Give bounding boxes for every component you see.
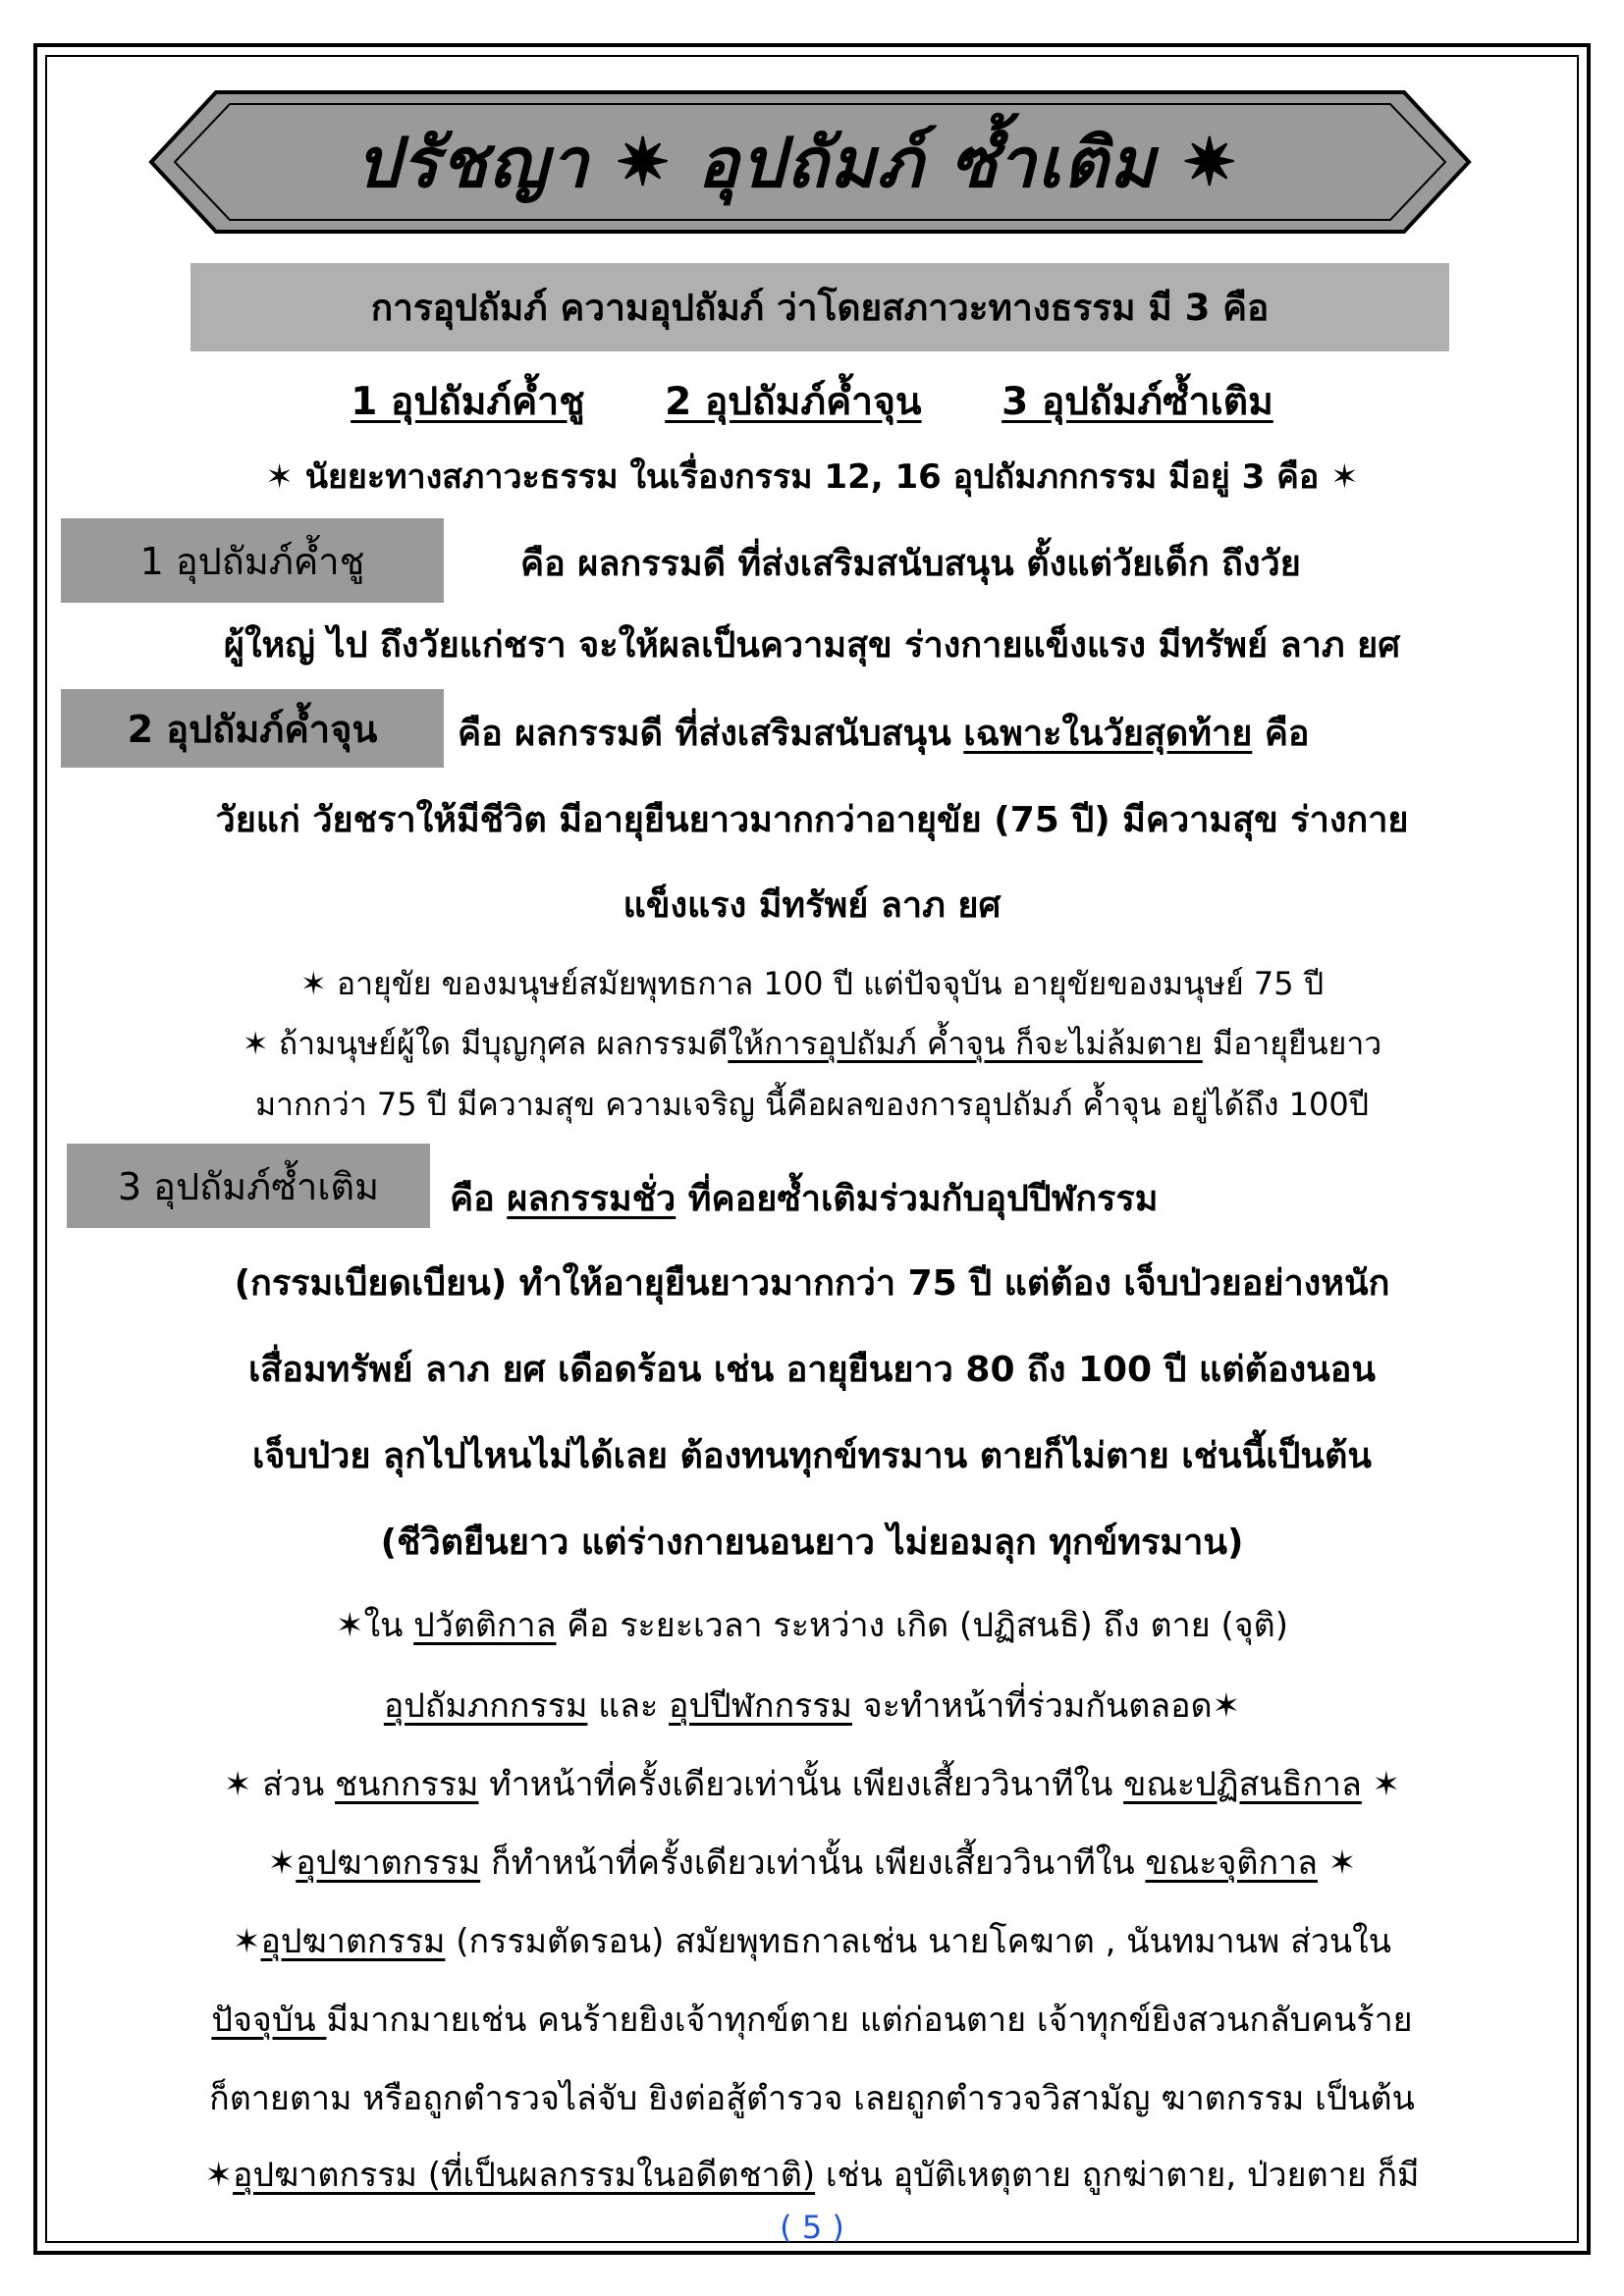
star-icon: ✷ [1182, 124, 1239, 200]
section-3-line-4: เจ็บป่วย ลุกไปไหนไม่ได้เลย ต้องทนทุกข์ทรมาน ตายก็ไม่ตาย เช่นนี้เป็นต้น [252, 1436, 1372, 1476]
section-2-heading [61, 689, 444, 768]
p4-text: ✶ [1317, 1843, 1357, 1883]
section-1-line-1: คือ ผลกรรมดี ที่ส่งเสริมสนับสนุน ตั้งแต่วัยเด็ก ถึงวัย [520, 544, 1301, 584]
p4-text: ก็ทำหน้าที่ครั้งเดียวเท่านั้น เพียงเสี้ยววินาทีใน [480, 1843, 1146, 1883]
note-1: ✶ อายุขัย ของมนุษย์สมัยพุทธกาล 100 ปี แต่ปัจจุบัน อายุขัยของมนุษย์ 75 ปี [299, 965, 1325, 1002]
paragraph-5 [59, 1914, 1565, 1967]
paragraph-6 [59, 1993, 1565, 2046]
p6-emphasis: ปัจจุบัน [211, 2001, 327, 2040]
p3-text: ทำหน้าที่ครั้งเดียวเท่านั้น เพียงเสี้ยววินาทีใน [478, 1765, 1124, 1804]
p8-text: เช่น อุบัติเหตุตาย ถูกฆ่าตาย, ป่วยตาย ก็มี [815, 2156, 1420, 2195]
section-3-emphasis: ผลกรรมชั่ว [507, 1179, 677, 1219]
paragraph-8 [59, 2148, 1565, 2201]
section-2-line-3: แข็งแรง มีทรัพย์ ลาภ ยศ [623, 885, 1001, 926]
section-3-text: คือ [450, 1179, 508, 1219]
section-3-line-5: (ชีวิตยืนยาว แต่ร่างกายนอนยาว ไม่ยอมลุก ทุกข์ทรมาน) [380, 1522, 1244, 1563]
paragraph-4 [59, 1836, 1565, 1889]
p5-text: ✶ [233, 1922, 261, 1961]
section-2-heading-text: 2 อุปถัมภ์ค้ำจุน [127, 707, 378, 751]
p2-text: จะทำหน้าที่ร่วมกันตลอด✶ [851, 1686, 1241, 1726]
p3-text: ✶ [1361, 1765, 1401, 1804]
note-2-text: มีอายุยืนยาว [1202, 1025, 1382, 1062]
p3-emphasis: ชนกกรรม [335, 1765, 479, 1804]
section-3-line-2: (กรรมเบียดเบียน) ทำให้อายุยืนยาวมากกว่า 75 ปี แต่ต้อง เจ็บป่วยอย่างหนัก [234, 1263, 1390, 1304]
title-left: ปรัชญา [355, 121, 590, 203]
p3-text: ✶ ส่วน [223, 1765, 336, 1804]
type-item: 3 อุปถัมภ์ซ้ำเติม [1001, 380, 1273, 424]
p3-emphasis: ขณะปฏิสนธิกาล [1123, 1765, 1362, 1804]
section-1-line-2: ผู้ใหญ่ ไป ถึงวัยแก่ชรา จะให้ผลเป็นความสุข ร่างกายแข็งแรง มีทรัพย์ ลาภ ยศ [223, 625, 1401, 666]
title-banner [147, 88, 1473, 236]
section-3-line-3: เสื่อมทรัพย์ ลาภ ยศ เดือดร้อน เช่น อายุยืนยาว 80 ถึง 100 ปี แต่ต้องนอน [247, 1350, 1377, 1390]
p2-emphasis: อุปปีฬกกรรม [669, 1686, 852, 1726]
p5-emphasis: อุปฆาตกรรม [260, 1922, 446, 1961]
p6-text: มีมากมายเช่น คนร้ายยิงเจ้าทุกข์ตาย แต่ก่อนตาย เจ้าทุกข์ยิงสวนกลับคนร้าย [326, 2001, 1413, 2040]
p2-emphasis: อุปถัมภกกรรม [383, 1686, 588, 1726]
section-2-line-2: วัยแก่ วัยชราให้มีชีวิต มีอายุยืนยาวมากกว่าอายุขัย (75 ปี) มีความสุข ร่างกาย [215, 800, 1409, 840]
section-2-text: คือ [1252, 714, 1310, 754]
section-2-line-1 [458, 705, 1310, 761]
p8-emphasis: อุปฆาตกรรม (ที่เป็นผลกรรมในอดีตชาติ) [233, 2156, 816, 2195]
p4-emphasis: อุปฆาตกรรม [296, 1843, 481, 1883]
paragraph-2 [59, 1679, 1565, 1732]
section-3-text: ที่คอยซ้ำเติมร่วมกับอุปปีฬกรรม [676, 1179, 1159, 1219]
p1-text: ✶ใน [336, 1606, 414, 1645]
paragraph-1 [59, 1598, 1565, 1651]
intro-box: การอุปถัมภ์ ความอุปถัมภ์ ว่าโดยสภาวะทางธรรม มี 3 คือ [190, 263, 1449, 351]
p5-text: (กรรมตัดรอน) สมัยพุทธกาลเช่น นายโคฆาต , นันทมานพ ส่วนใน [445, 1922, 1391, 1961]
section-3-line-1 [450, 1170, 1158, 1226]
p1-text: คือ ระยะเวลา ระหว่าง เกิด (ปฏิสนธิ) ถึง ตาย (จุติ) [556, 1606, 1288, 1645]
p4-text: ✶ [267, 1843, 297, 1883]
p2-text: และ [587, 1686, 670, 1726]
section-2-emphasis: เฉพาะในวัยสุดท้าย [963, 714, 1253, 754]
type-item: 2 อุปถัมภ์ค้ำจุน [665, 380, 922, 424]
page-number: ( 5 ) [780, 2209, 844, 2246]
p1-emphasis: ปวัตติกาล [413, 1606, 557, 1645]
section-1-heading: 1 อุปถัมภ์ค้ำชู [61, 518, 444, 603]
note-3: มากกว่า 75 ปี มีความสุข ความเจริญ นี้คือผลของการอุปถัมภ์ ค้ำจุน อยู่ได้ถึง 100ปี [254, 1086, 1370, 1123]
title-right: อุปถัมภ์ ซ้ำเติม [697, 121, 1158, 203]
star-icon: ✷ [616, 124, 673, 200]
naya-line: ✶ นัยยะทางสภาวะธรรม ในเรื่องกรรม 12, 16 อุปถัมภกกรรม มีอยู่ 3 คือ ✶ [265, 457, 1359, 497]
note-2 [59, 1019, 1565, 1069]
note-2-emphasis: ให้การอุปถัมภ์ ค้ำจุน ก็จะไม่ล้มตาย [728, 1025, 1203, 1062]
types-line [59, 371, 1565, 432]
p8-text: ✶ [204, 2156, 234, 2195]
note-2-text: ✶ ถ้ามนุษย์ผู้ใด มีบุญกุศล ผลกรรมดี [242, 1025, 729, 1062]
paragraph-3 [59, 1757, 1565, 1810]
page-title [147, 88, 1473, 236]
paragraph-7: ก็ตายตาม หรือถูกตำรวจไล่จับ ยิงต่อสู้ตำรวจ เลยถูกตำรวจวิสามัญ ฆาตกรรม เป็นต้น [209, 2079, 1415, 2118]
p4-emphasis: ขณะจุติกาล [1145, 1843, 1318, 1883]
section-2-text: คือ ผลกรรมดี ที่ส่งเสริมสนับสนุน [458, 714, 964, 754]
section-3-heading: 3 อุปถัมภ์ซ้ำเติม [67, 1144, 430, 1228]
type-item: 1 อุปถัมภ์ค้ำชู [351, 380, 585, 424]
